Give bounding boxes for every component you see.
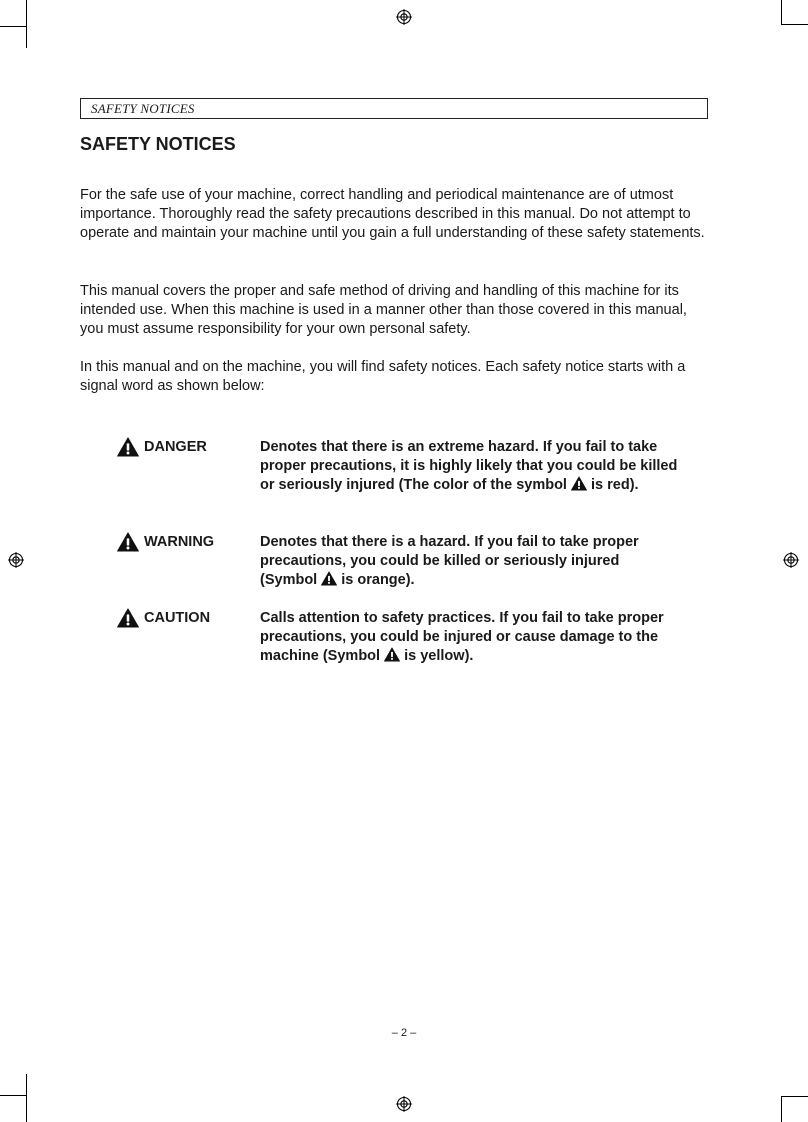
crop-mark-bottom-right <box>781 1096 782 1122</box>
warning-text: Denotes that there is a hazard. If you fail to take proper precautions, you could be killed or seriously injured (Symbol <box>260 534 639 588</box>
caution-label <box>116 608 210 628</box>
danger-description <box>260 438 680 495</box>
caution-text-end: is yellow). <box>404 648 474 664</box>
warning-label <box>116 532 214 552</box>
danger-signal-word: DANGER <box>144 439 207 455</box>
alert-triangle-icon <box>571 476 587 491</box>
alert-triangle-icon <box>116 437 140 457</box>
alert-triangle-icon <box>116 608 140 628</box>
alert-triangle-icon <box>321 571 337 586</box>
crop-mark-bottom-left <box>0 1095 26 1096</box>
scope-paragraph: This manual covers the proper and safe method of driving and handling of this machine for its intended use. When this machine is used in a manner other than those covered in this manual, you must assume responsibility for your own personal safety. <box>80 283 687 337</box>
crop-mark-top-left <box>26 0 27 48</box>
section-header-text: SAFETY NOTICES <box>91 101 195 116</box>
page-number: – 2 – <box>391 1027 417 1039</box>
crop-mark-bottom-left <box>26 1074 27 1122</box>
danger-text-end: is red). <box>591 477 639 493</box>
page-title: SAFETY NOTICES <box>80 134 236 154</box>
section-header <box>80 98 708 119</box>
caution-description <box>260 609 680 666</box>
registration-mark-icon <box>8 552 24 568</box>
warning-text-end: is orange). <box>341 572 415 588</box>
alert-triangle-icon <box>384 647 400 662</box>
warning-description <box>260 533 680 590</box>
crop-mark-top-right <box>781 24 808 25</box>
caution-text: Calls attention to safety practices. If you fail to take proper precautions, you could be injured or cause damage to the machine (Symbol <box>260 610 664 664</box>
warning-signal-word: WARNING <box>144 534 215 550</box>
crop-mark-top-left <box>0 26 26 27</box>
crop-mark-bottom-right <box>781 1096 808 1097</box>
registration-mark-icon <box>396 9 412 25</box>
intro-paragraph: For the safe use of your machine, correct handling and periodical maintenance are of utmost importance. Thoroughly read the safety precautions described in this manual. Do not attempt to operate and maintain your machine until you gain a full understanding of these safety statements. <box>80 187 705 241</box>
signal-word-paragraph: In this manual and on the machine, you will find safety notices. Each safety notice starts with a signal word as shown below: <box>80 359 686 394</box>
danger-label <box>116 437 207 457</box>
danger-text: Denotes that there is an extreme hazard. If you fail to take proper precautions, it is highly likely that you could be killed or seriously injured (The color of the symbol <box>260 439 678 493</box>
registration-mark-icon <box>396 1096 412 1112</box>
alert-triangle-icon <box>116 532 140 552</box>
caution-signal-word: CAUTION <box>144 610 211 626</box>
crop-mark-top-right <box>781 0 782 24</box>
registration-mark-icon <box>783 552 799 568</box>
